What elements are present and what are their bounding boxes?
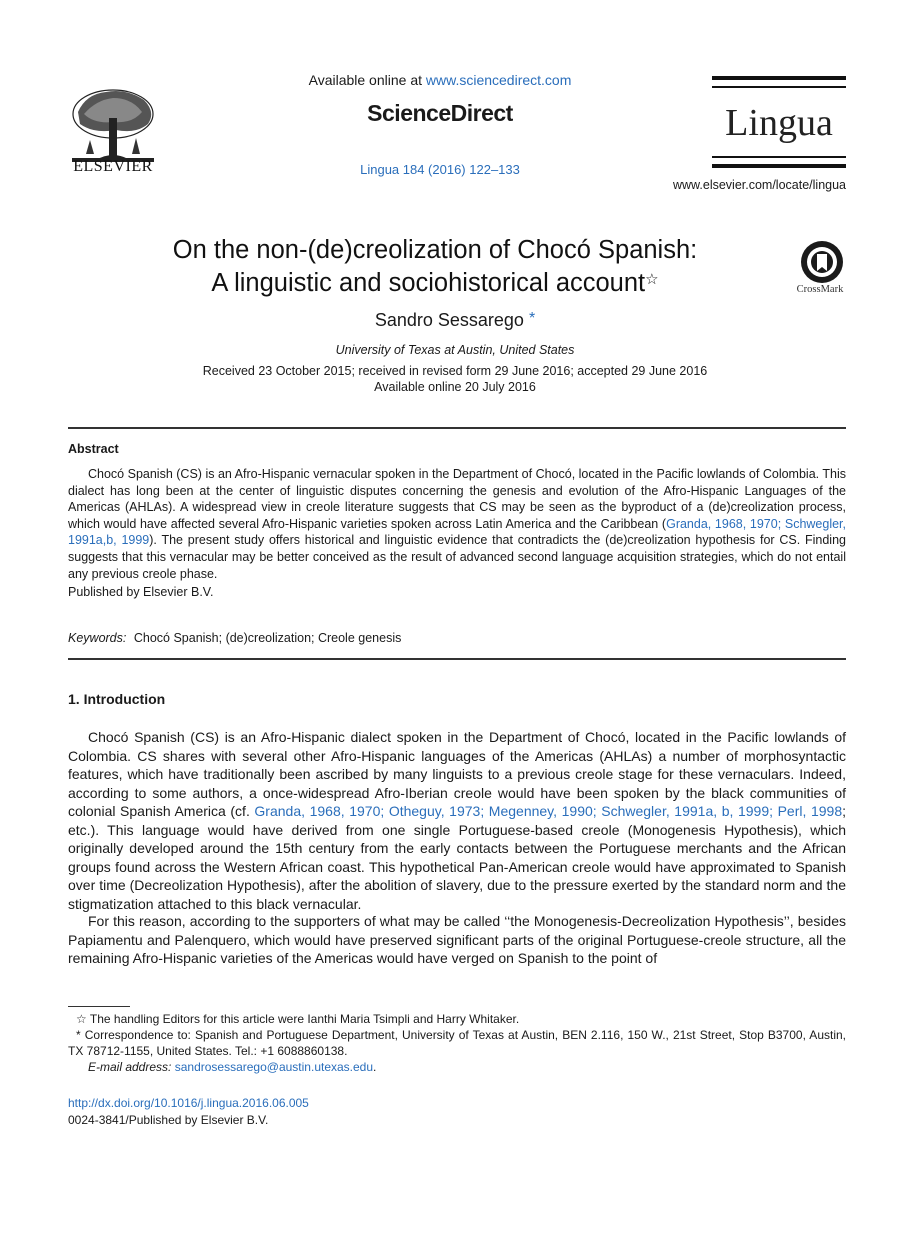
lingua-logo-bar — [712, 86, 846, 88]
author-affiliation: University of Texas at Austin, United States — [335, 343, 575, 357]
crossmark-icon — [790, 240, 854, 284]
issn-publisher-line: 0024-3841/Published by Elsevier B.V. — [68, 1113, 269, 1127]
divider — [68, 658, 846, 660]
received-dates: Received 23 October 2015; received in revised form 29 June 2016; accepted 29 June 2016 — [202, 364, 708, 378]
article-title — [100, 234, 770, 300]
divider — [68, 427, 846, 429]
available-online-date: Available online 20 July 2016 — [374, 380, 536, 394]
footnote-divider — [68, 1006, 130, 1007]
crossmark-label: CrossMark — [796, 284, 844, 295]
author-email-link[interactable]: sandrosessarego@austin.utexas.edu — [174, 1060, 374, 1074]
keywords-line — [68, 631, 401, 645]
author-name: Sandro Sessarego — [374, 310, 524, 330]
footnote-email — [68, 1059, 846, 1075]
footnote-handling-editors — [68, 1011, 846, 1027]
sciencedirect-brand: ScienceDirect — [367, 100, 513, 126]
lingua-logo-bar — [712, 76, 846, 80]
journal-homepage-url[interactable]: www.elsevier.com/locate/lingua — [673, 178, 846, 192]
lingua-logo-text: Lingua — [725, 102, 833, 144]
available-prefix: Available online at — [308, 72, 426, 88]
footnote-asterisk-icon: * — [76, 1028, 81, 1042]
footnote-star-icon: ☆ — [76, 1012, 87, 1026]
section-heading-introduction: 1. Introduction — [68, 691, 166, 707]
author-footnote-asterisk-icon[interactable]: * — [528, 310, 536, 327]
footnote-correspondence — [68, 1027, 846, 1059]
intro-p1-text-end: ; etc.). This language would have derived from one single Portuguese-based creole (Monogenesis Hypothesis), which originally developed around the 15th century from the early contacts between the Portuguese merchants and the African groups found across the Western African coast. This hypothetical Pan-American creole would have approximated to Spanish over time (Decreolization Hypothesis), after the abolition of slavery, due to the pressure exerted by the standard norm and the stigmatization attached to this black vernacular. — [68, 803, 846, 912]
abstract-text-start: Chocó Spanish (CS) is an Afro-Hispanic vernacular spoken in the Department of Chocó, located in the Pacific lowlands of Colombia. This dialect has long been at the center of linguistic disputes concerning the genesis and evolution of the Afro-Hispanic Languages of the Americas (AHLAs). A widespread view in creole literature suggests that CS may be seen as the byproduct of a (de)creolization process, which would have affected several Afro-Hispanic varieties spoken across Latin America and the Caribbean ( — [68, 467, 846, 531]
footnote-2-text: Correspondence to: Spanish and Portuguese Department, University of Texas at Austin, BEN 2.116, 150 W., 21st Street, Stop B3700, Austin, TX 78712-1155, United States. Tel.: +1 6088860138. — [68, 1028, 846, 1058]
abstract-text-end: ). The present study offers historical and linguistic evidence that contradicts the (de)creolization hypothesis for CS. Finding suggests that this vernacular may be better conceived as the result of advanced second language acquisition strategies, which do not entail any previous creole phase. — [68, 533, 846, 581]
doi-link[interactable]: http://dx.doi.org/10.1016/j.lingua.2016.06.005 — [68, 1096, 309, 1110]
intro-citation-links[interactable]: Granda, 1968, 1970; Otheguy, 1973; Megenney, 1990; Schwegler, 1991a, b, 1999; Perl, 1998 — [254, 803, 843, 819]
email-label: E-mail address: — [88, 1060, 172, 1074]
keywords-label: Keywords: — [68, 631, 127, 645]
lingua-logo-bar — [712, 156, 846, 158]
title-line-1: On the non-(de)creolization of Chocó Spanish: — [172, 236, 698, 264]
email-end: . — [373, 1060, 377, 1074]
abstract-body — [68, 466, 846, 582]
journal-reference-link[interactable]: Lingua 184 (2016) 122–133 — [360, 162, 520, 177]
lingua-logo-bar — [712, 164, 846, 168]
author-line — [160, 310, 750, 331]
lingua-journal-logo — [712, 74, 846, 172]
elsevier-wordmark: ELSEVIER — [73, 158, 153, 175]
intro-paragraph-1 — [68, 728, 846, 913]
abstract-heading: Abstract — [68, 442, 119, 456]
available-online-line — [260, 72, 620, 88]
footnote-1-text: The handling Editors for this article were Ianthi Maria Tsimpli and Harry Whitaker. — [89, 1012, 520, 1026]
sciencedirect-link[interactable]: www.sciencedirect.com — [425, 72, 572, 88]
crossmark-badge[interactable] — [790, 240, 854, 300]
abstract-publisher-note: Published by Elsevier B.V. — [68, 585, 214, 599]
intro-p1-text-start: Chocó Spanish (CS) is an Afro-Hispanic dialect spoken in the Department of Chocó, located in the Pacific lowlands of Colombia. CS shares with several other Afro-Hispanic languages of the Americas (AHLAs) a number of morphosyntactic features, which have traditionally been ascribed by many linguists to a previous creole stage for these vernaculars. Indeed, according to some authors, a once-widespread Afro-Iberian creole would have been spoken by the black communities of colonial Spanish America (cf. — [68, 729, 846, 819]
keywords-values: Chocó Spanish; (de)creolization; Creole genesis — [133, 631, 402, 645]
intro-paragraph-2: For this reason, according to the supporters of what may be called ‘‘the Monogenesis-Decreolization Hypothesis’’, besides Papiamentu and Palenquero, which would have preserved significant parts of the original Portuguese-creole structure, all the remaining Afro-Hispanic varieties of the Americas would have verged on Spanish to the point of — [68, 913, 846, 966]
title-footnote-star-icon[interactable]: ☆ — [645, 271, 659, 288]
title-line-2: A linguistic and sociohistorical account — [211, 269, 646, 297]
abstract-citation-link[interactable]: Granda, 1968, 1970; Schwegler, 1991a,b, 1999 — [68, 516, 846, 548]
